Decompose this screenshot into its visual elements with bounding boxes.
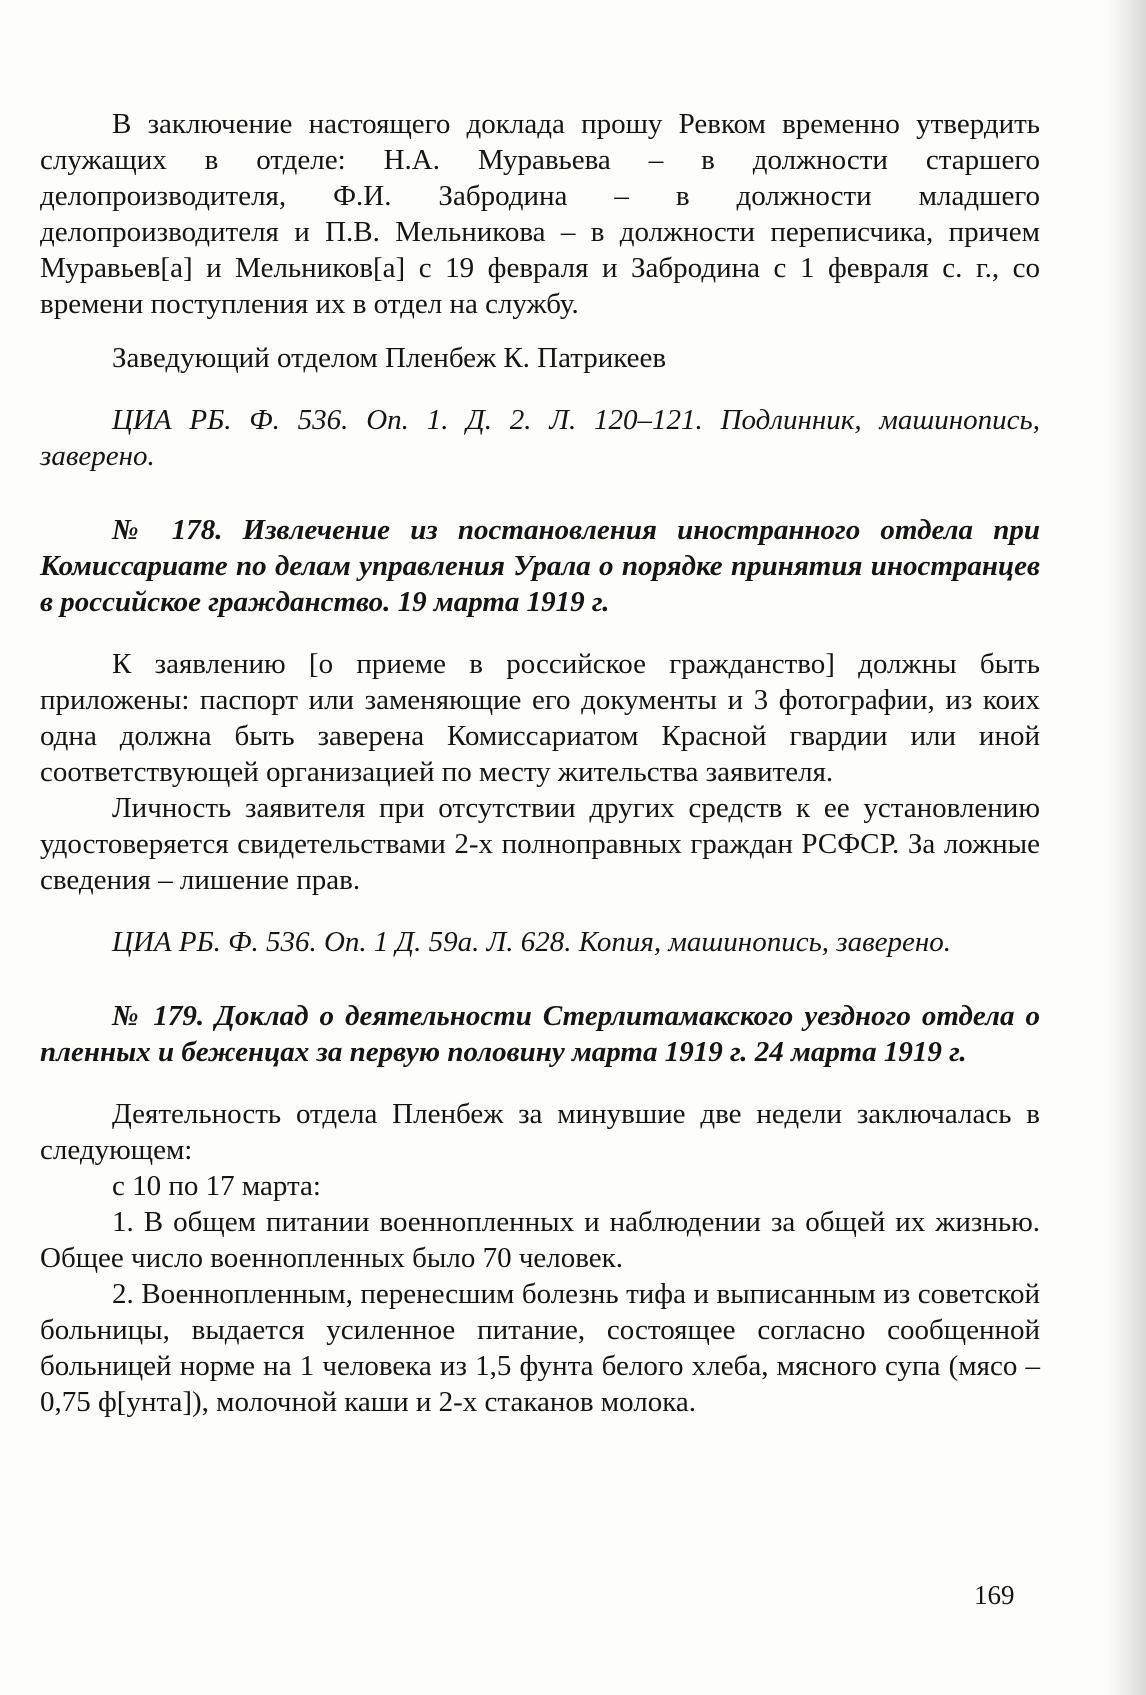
doc-176-final-paragraph: В заключение настоящего доклада прошу Ревком временно утвердить служащих в отделе: Н.А. Муравьева – в должности старшего делопроизводителя, Ф.И. Забродина – в должности младшего делопроизводителя и П.В. Мельникова – в должности переписчика, причем Муравьев[а] и Мельников[а] с 19 февраля и Забродина с 1 февраля с. г., со времени поступления их в отдел на службу.	[40, 108, 1040, 320]
doc-178-title: № 178. Извлечение из постановления иностранного отдела при Комиссариате по делам управления Урала о порядке принятия иностранцев в российское гражданство. 19 марта 1919 г.	[40, 514, 1040, 618]
text-column	[40, 106, 1040, 1420]
doc-179-period: с 10 по 17 марта:	[112, 1170, 321, 1202]
doc-176-signature: Заведующий отделом Пленбеж К. Патрикеев	[112, 342, 667, 374]
page-number: 169	[974, 1580, 1015, 1610]
doc-178-archive-source: ЦИА РБ. Ф. 536. Оп. 1 Д. 59а. Л. 628. Копия, машинопись, заверено.	[112, 926, 952, 958]
doc-179-item: 1. В общем питании военнопленных и наблюдении за общей их жизнью. Общее число военнопленных было 70 человек.	[40, 1206, 1040, 1274]
doc-179-intro: Деятельность отдела Пленбеж за минувшие две недели заключалась в следующем:	[40, 1098, 1040, 1166]
page-gutter-shadow	[1106, 0, 1146, 1695]
doc-178-paragraph: Личность заявителя при отсутствии других средств к ее установлению удостоверяется свидетельствами 2-х полноправных граждан РСФСР. За ложные сведения – лишение прав.	[40, 792, 1040, 896]
doc-178-paragraph: К заявлению [о приеме в российское гражданство] должны быть приложены: паспорт или заменяющие его документы и 3 фотографии, из коих одна должна быть заверена Комиссариатом Красной гвардии или иной соответствующей организацией по месту жительства заявителя.	[40, 648, 1040, 788]
doc-176-archive-source: ЦИА РБ. Ф. 536. Оп. 1. Д. 2. Л. 120–121. Подлинник, машинопись, заверено.	[40, 404, 1040, 472]
doc-179-title: № 179. Доклад о деятельности Стерлитамакского уездного отдела о пленных и беженцах за первую половину марта 1919 г. 24 марта 1919 г.	[40, 1000, 1040, 1068]
doc-179-item: 2. Военнопленным, перенесшим болезнь тифа и выписанным из советской больницы, выдается усиленное питание, состоящее согласно сообщенной больницей норме на 1 человека из 1,5 фунта белого хлеба, мясного супа (мясо – 0,75 ф[унта]), молочной каши и 2-х стаканов молока.	[40, 1278, 1040, 1418]
